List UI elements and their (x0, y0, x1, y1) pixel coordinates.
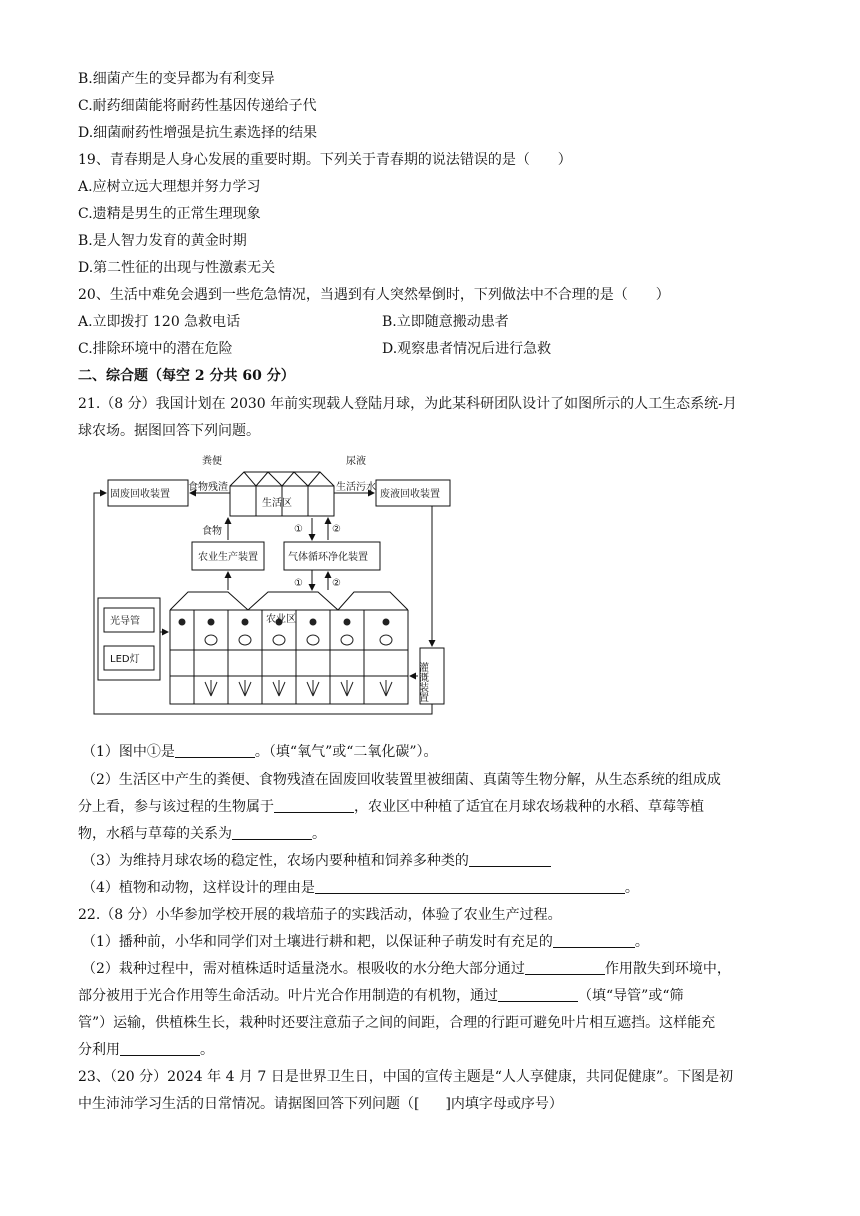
q22-part2-line1-tail: 作用散失到环境中， (604, 961, 731, 977)
q21-part2-line2 (78, 797, 704, 817)
label-food: 食物 (202, 526, 222, 537)
q21-part1 (82, 742, 438, 762)
q21-blank-1[interactable] (175, 743, 255, 758)
q19-option-d: D.第二性征的出现与性激素无关 (78, 260, 276, 276)
q20-stem: 20、生活中难免会遇到一些危急情况，当遇到有人突然晕倒时，下列做法中不合理的是（ ） (78, 287, 670, 303)
q23-stem-line1: 23、（20 分）2024 年 4 月 7 日是世界卫生日，中国的宣传主题是“人人享健康，共同促健康”。下图是初 (78, 1069, 734, 1085)
q22-blank-1[interactable] (553, 933, 635, 948)
q22-part2-line4 (78, 1040, 214, 1060)
label-mark1-top: ① (294, 524, 303, 535)
q22-part2-line2-tail: （填“导管”或“筛 (578, 988, 684, 1004)
label-solid-waste: 固废回收装置 (110, 489, 170, 500)
q21-blank-2[interactable] (274, 798, 354, 813)
label-feces: 粪便 (202, 456, 222, 467)
q22-part1-text: （1）播种前，小华和同学们对土壤进行耕和耙，以保证种子萌发时有充足的 (82, 934, 553, 950)
q19-stem: 19、青春期是人身心发展的重要时期。下列关于青春期的说法错误的是（ ） (78, 152, 572, 168)
q22-part2-line4-tail: 。 (200, 1042, 214, 1058)
moon-farm-svg (88, 452, 464, 724)
q22-blank-3[interactable] (498, 987, 578, 1002)
q21-blank-5[interactable] (315, 879, 625, 894)
q21-part3-text: （3）为维持月球农场的稳定性，农场内要种植和饲养多种类的 (82, 853, 469, 869)
label-gas-device: 气体循环净化装置 (288, 552, 368, 563)
label-mark1-bottom: ① (294, 578, 303, 589)
q20-option-d: D.观察患者情况后进行急救 (382, 341, 552, 357)
q22-part1-tail: 。 (634, 934, 649, 950)
q19-option-b: B.是人智力发育的黄金时期 (78, 233, 247, 249)
q20-option-c: C.排除环境中的潜在危险 (78, 341, 233, 357)
label-agri-zone: 农业区 (266, 614, 296, 625)
q21-blank-3[interactable] (232, 825, 312, 840)
q21-part3 (82, 851, 551, 871)
q22-part2-line2-head: 部分被用于光合作用等生命活动。叶片光合作用制造的有机物，通过 (78, 988, 498, 1004)
q22-part2-line2 (78, 986, 683, 1006)
label-urine: 尿液 (346, 456, 366, 467)
q22-part2-line4-head: 分利用 (78, 1042, 120, 1058)
q23-stem-line2-tail: ]内填字母或序号） (445, 1096, 563, 1112)
q18-option-c: C.耐药细菌能将耐药性基因传递给子代 (78, 98, 317, 114)
q21-part4 (82, 878, 639, 898)
q19-option-a: A.应树立远大理想并努力学习 (78, 179, 261, 195)
label-irrigation: 灌溉装置 (416, 662, 428, 702)
label-mark2-top: ② (332, 524, 341, 535)
q19-option-c: C.遗精是男生的正常生理现象 (78, 206, 261, 222)
label-mark2-bottom: ② (332, 578, 341, 589)
label-liquid-waste: 废液回收装置 (380, 489, 440, 500)
label-led: LED灯 (110, 654, 140, 665)
q21-part2-line3-head: 物，水稻与草莓的关系为 (78, 826, 232, 842)
q21-part1-tail: 。（填“氧气”或“二氧化碳”）。 (254, 744, 438, 760)
q21-blank-4[interactable] (469, 852, 551, 867)
label-light-guide: 光导管 (110, 616, 140, 627)
q21-part4-text: （4）植物和动物，这样设计的理由是 (82, 880, 315, 896)
q21-stem-line1: 21.（8 分）我国计划在 2030 年前实现载人登陆月球，为此某科研团队设计了如图所示的人工生态系统-月 (78, 396, 737, 412)
q18-option-b: B.细菌产生的变异都为有利变异 (78, 71, 275, 87)
label-agri-device: 农业生产装置 (198, 552, 258, 563)
q21-part4-tail: 。 (624, 880, 639, 896)
q20-option-a: A.立即拨打 120 急救电话 (78, 314, 241, 330)
q22-stem: 22.（8 分）小华参加学校开展的栽培茄子的实践活动，体验了农业生产过程。 (78, 907, 562, 923)
q21-part2-line2-head: 分上看，参与该过程的生物属于 (78, 799, 274, 815)
q22-part2-line3: 管”）运输，供植株生长，栽种时还要注意茄子之间的间距，合理的行距可避免叶片相互遮挡。这样能充 (78, 1015, 716, 1031)
q22-part1 (82, 932, 649, 952)
label-sewage: 生活污水 (336, 482, 376, 493)
q21-part2-line1: （2）生活区中产生的粪便、食物残渣在固废回收装置里被细菌、真菌等生物分解，从生态系统的组成成 (82, 772, 721, 788)
label-living-zone: 生活区 (262, 498, 292, 509)
q22-blank-2[interactable] (525, 960, 605, 975)
q22-part2-line1 (82, 959, 731, 979)
q21-part1-head: （1）图中①是 (82, 744, 175, 760)
plant-icons (179, 619, 392, 696)
q20-option-b: B.立即随意搬动患者 (382, 314, 509, 330)
q18-option-d: D.细菌耐药性增强是抗生素选择的结果 (78, 125, 318, 141)
q23-stem-line2-head: 中生沛沛学习生活的日常情况。请据图回答下列问题（[ (78, 1096, 420, 1112)
q21-stem-line2: 球农场。据图回答下列问题。 (78, 423, 260, 439)
moon-farm-diagram (88, 452, 464, 724)
q21-part2-line3 (78, 824, 326, 844)
section-2-title: 二、综合题（每空 2 分共 60 分） (78, 368, 295, 384)
q23-stem-line2 (78, 1094, 563, 1114)
q22-part2-line1-head: （2）栽种过程中，需对植株适时适量浇水。根吸收的水分绝大部分通过 (82, 961, 525, 977)
label-food-residue: 食物残渣 (188, 482, 228, 493)
q21-part2-line3-tail: 。 (312, 826, 326, 842)
q21-part2-line2-tail: ，农业区中种植了适宜在月球农场栽种的水稻、草莓等植 (354, 799, 704, 815)
q22-blank-4[interactable] (120, 1041, 200, 1056)
